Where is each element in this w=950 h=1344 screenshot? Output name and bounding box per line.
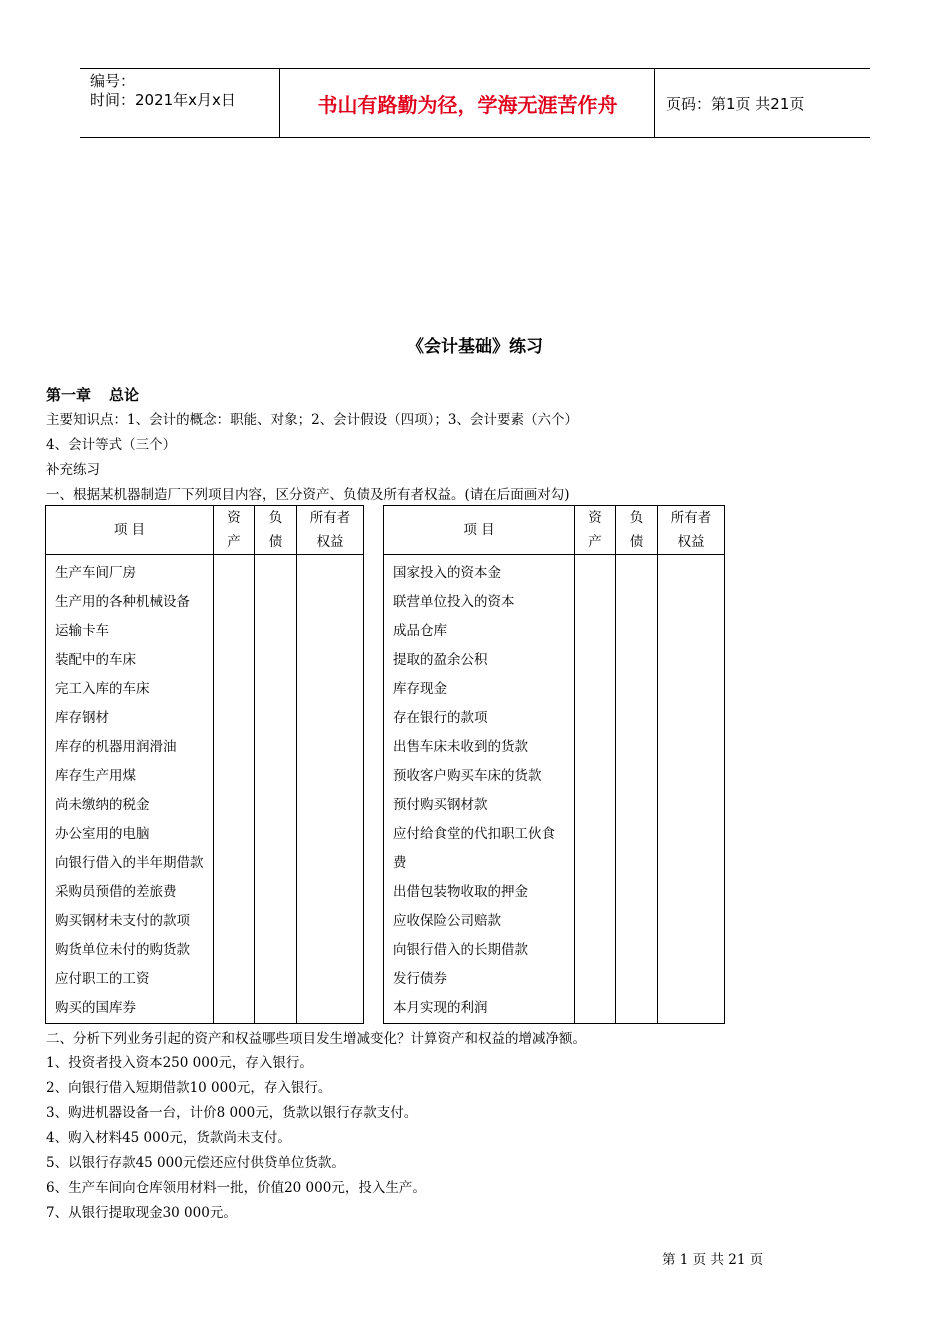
table-item: 办公室用的电脑	[55, 826, 150, 842]
table-item: 存在银行的款项	[393, 710, 488, 726]
code-label: 编号：	[90, 72, 136, 90]
chapter-heading	[46, 384, 139, 405]
header-liability: 负 债	[616, 506, 658, 555]
table-item: 国家投入的资本金	[393, 565, 501, 581]
table-item: 购买钢材未支付的款项	[55, 913, 190, 929]
header-asset: 资 产	[214, 506, 255, 555]
table-item: 成品仓库	[393, 623, 447, 639]
header-meta	[80, 69, 280, 137]
section2-heading: 二、分析下列业务引起的资产和权益哪些项目发生增减变化？计算资产和权益的增减净额。	[46, 1031, 586, 1047]
transaction-item: 1、投资者投入资本250 000元，存入银行。	[46, 1055, 313, 1071]
header-equity: 所有者 权益	[297, 506, 364, 555]
transaction-item: 5、以银行存款45 000元偿还应付供贷单位货款。	[46, 1155, 345, 1171]
table-item: 向银行借入的半年期借款	[55, 855, 204, 871]
transaction-item: 3、购进机器设备一台，计价8 000元，货款以银行存款支付。	[46, 1105, 418, 1121]
table-item: 出售车床未收到的货款	[393, 739, 528, 755]
table-item: 出借包装物收取的押金	[393, 884, 528, 900]
liability-check-cell[interactable]	[616, 555, 658, 1024]
chapter-name: 总论	[109, 386, 140, 404]
asset-check-cell[interactable]	[214, 555, 255, 1024]
intro-line: 4、会计等式（三个）	[46, 437, 177, 453]
table-item: 库存现金	[393, 681, 447, 697]
classification-table-right	[383, 505, 725, 1024]
table-item: 预付购买钢材款	[393, 797, 488, 813]
transaction-item: 7、从银行提取现金30 000元。	[46, 1205, 237, 1221]
table-item: 发行债券	[393, 971, 447, 987]
time-label: 时间：2021年x月x日	[90, 91, 236, 109]
equity-check-cell[interactable]	[658, 555, 725, 1024]
transaction-item: 6、生产车间向仓库领用材料一批，价值20 000元，投入生产。	[46, 1180, 426, 1196]
asset-check-cell[interactable]	[575, 555, 616, 1024]
table-item: 库存钢材	[55, 710, 109, 726]
header-asset: 资 产	[575, 506, 616, 555]
table-item: 完工入库的车床	[55, 681, 150, 697]
transaction-item: 4、购入材料45 000元，货款尚未支付。	[46, 1130, 291, 1146]
header-page-info: 页码：第1页 共21页	[666, 94, 805, 113]
header-liability: 负 债	[255, 506, 297, 555]
liability-check-cell[interactable]	[255, 555, 297, 1024]
header-item: 项 目	[384, 506, 575, 555]
transaction-item: 2、向银行借入短期借款10 000元，存入银行。	[46, 1080, 332, 1096]
intro-line: 补充练习	[46, 462, 100, 478]
chapter-number: 第一章	[46, 386, 92, 404]
table-item: 费	[393, 855, 407, 871]
equity-check-cell[interactable]	[297, 555, 364, 1024]
table-item: 购买的国库券	[55, 1000, 136, 1016]
table-item: 生产车间厂房	[55, 565, 136, 581]
header-motto: 书山有路勤为径，学海无涯苦作舟	[281, 69, 655, 137]
item-list	[46, 555, 214, 1024]
table-item: 本月实现的利润	[393, 1000, 488, 1016]
table-item: 运输卡车	[55, 623, 109, 639]
classification-table-left	[45, 505, 364, 1024]
item-list	[384, 555, 575, 1024]
table-item: 应收保险公司赔款	[393, 913, 501, 929]
header-item: 项 目	[46, 506, 214, 555]
table-item: 预收客户购买车床的货款	[393, 768, 542, 784]
page-footer: 第 1 页 共 21 页	[662, 1252, 764, 1268]
table-item: 生产用的各种机械设备	[55, 594, 190, 610]
table-item: 应付给食堂的代扣职工伙食	[393, 826, 555, 842]
page-header	[80, 68, 870, 138]
intro-line: 主要知识点：1、会计的概念：职能、对象；2、会计假设（四项）；3、会计要素（六个）	[46, 412, 579, 428]
table-item: 库存生产用煤	[55, 768, 136, 784]
header-equity: 所有者 权益	[658, 506, 725, 555]
table-item: 购货单位未付的购货款	[55, 942, 190, 958]
intro-line: 一、根据某机器制造厂下列项目内容，区分资产、负债及所有者权益。(请在后面画对勾)	[46, 487, 570, 503]
table-item: 尚未缴纳的税金	[55, 797, 150, 813]
table-item: 应付职工的工资	[55, 971, 150, 987]
table-item: 采购员预借的差旅费	[55, 884, 177, 900]
table-item: 装配中的车床	[55, 652, 136, 668]
table-item: 库存的机器用润滑油	[55, 739, 177, 755]
table-item: 向银行借入的长期借款	[393, 942, 528, 958]
table-item: 提取的盈余公积	[393, 652, 488, 668]
document-title: 《会计基础》练习	[407, 337, 543, 357]
table-item: 联营单位投入的资本	[393, 594, 515, 610]
